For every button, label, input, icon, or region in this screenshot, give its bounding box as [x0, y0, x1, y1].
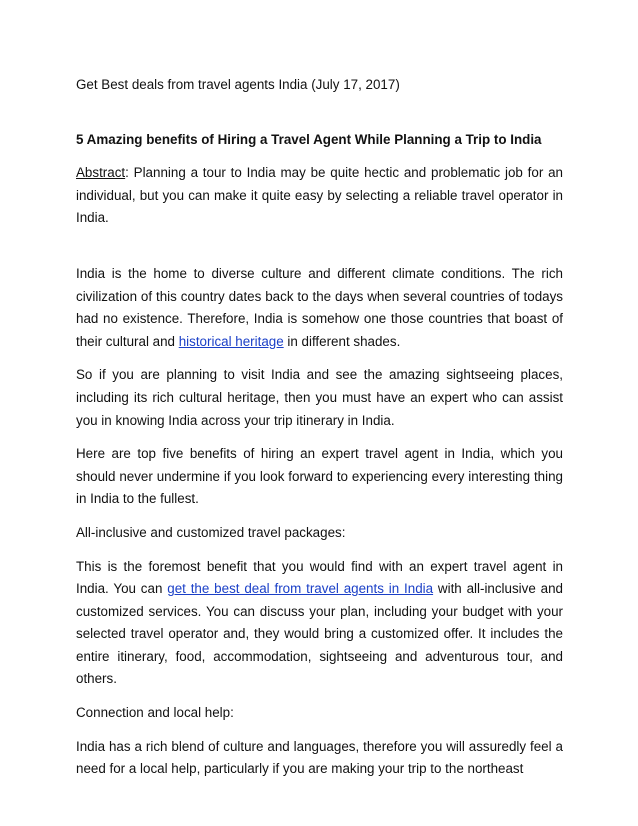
paragraph-culture-text-start: India is the home to diverse culture and different climate conditions. The rich civilization of this country dates back to the days when several countries of todays had no existence. Therefore, India is somehow one those countries that boast of their cultural and	[76, 265, 563, 349]
paragraph-culture	[76, 263, 563, 353]
paragraph-packages-text-end: with all-inclusive and customized services. You can discuss your plan, including your budget with your selected travel operator and, they would bring a customized offer. It includes the entire itinerary, food, accommodation, sightseeing and adventurous tour, and others.	[76, 581, 563, 687]
paragraph-benefits-intro: Here are top five benefits of hiring an expert travel agent in India, which you should never undermine if you look forward to experiencing every interesting thing in India to the fullest.	[76, 446, 563, 507]
abstract-label: Abstract	[76, 165, 126, 181]
abstract-colon: :	[125, 165, 129, 181]
subheading-packages: All-inclusive and customized travel packages:	[76, 524, 346, 540]
document-body	[76, 74, 563, 781]
paragraph-packages-text-start: This is the foremost benefit that you would find with an expert travel agent in India. You can	[76, 558, 563, 597]
abstract-paragraph	[76, 162, 563, 230]
subheading-local-help: Connection and local help:	[76, 705, 234, 721]
paragraph-local-help: India has a rich blend of culture and languages, therefore you will assuredly feel a need for a local help, particularly if you are making your trip to the northeast	[76, 738, 563, 777]
paragraph-packages	[76, 556, 563, 692]
article-heading: 5 Amazing benefits of Hiring a Travel Agent While Planning a Trip to India	[76, 131, 542, 147]
paragraph-planning: So if you are planning to visit India and see the amazing sightseeing places, including its rich cultural heritage, then you must have an expert who can assist you in knowing India across your trip itinerary in India.	[76, 367, 563, 428]
date-line: Get Best deals from travel agents India (July 17, 2017)	[76, 77, 400, 92]
abstract-text: Planning a tour to India may be quite hectic and problematic job for an individual, but you can make it quite easy by selecting a reliable travel operator in India.	[76, 165, 563, 226]
paragraph-culture-text-end: in different shades.	[283, 333, 401, 349]
historical-heritage-link[interactable]: historical heritage	[178, 333, 284, 349]
best-deal-link[interactable]: get the best deal from travel agents in India	[167, 581, 434, 597]
